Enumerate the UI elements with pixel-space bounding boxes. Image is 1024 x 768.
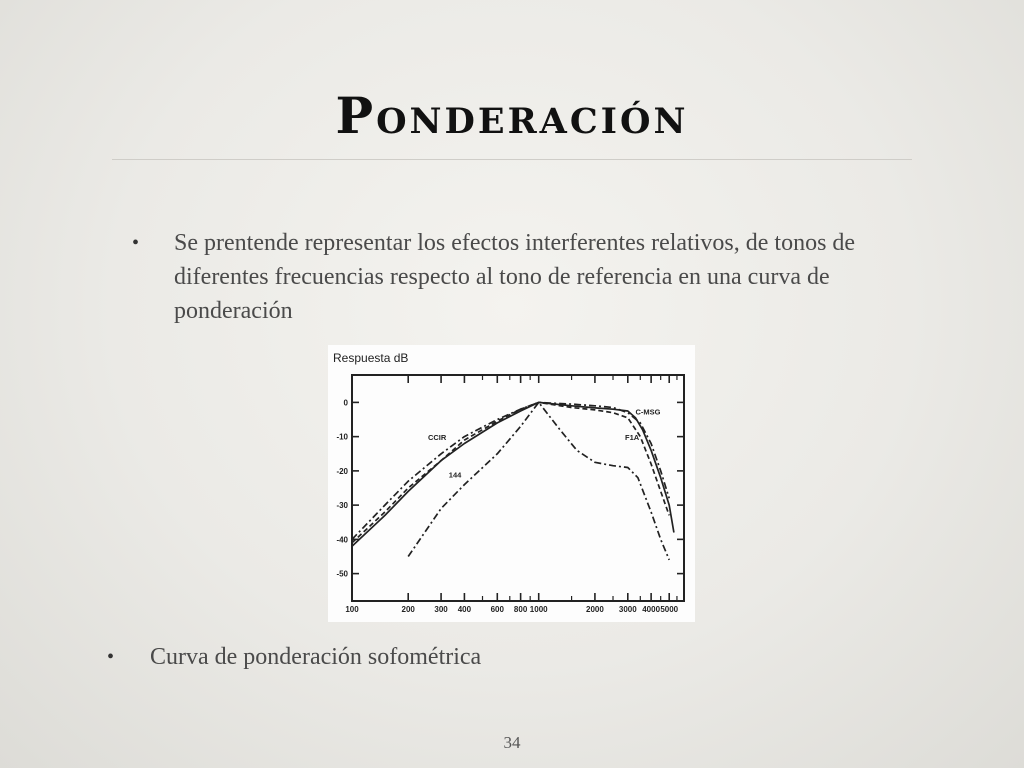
- series-line-c-msg: [352, 402, 674, 546]
- series-label-f1a: F1A: [625, 433, 640, 443]
- bullet-dot-1: •: [132, 232, 140, 254]
- x-tick-label: 2000: [586, 605, 604, 614]
- y-tick-label: -50: [336, 569, 348, 579]
- y-tick-label: -30: [336, 501, 348, 511]
- series-line-ccir: [352, 402, 669, 539]
- series-label-c-msg: C-MSG: [635, 407, 661, 417]
- series-label-144: 144: [448, 470, 462, 480]
- series-line-144: [408, 402, 669, 560]
- bullet-text-2: Curva de ponderación sofométrica: [150, 644, 482, 670]
- page-number: 34: [503, 733, 521, 752]
- slide-title: Ponderación: [335, 86, 689, 145]
- chart-svg: [328, 345, 695, 622]
- x-tick-label: 3000: [618, 605, 637, 614]
- bullet-dot-2: •: [107, 646, 115, 668]
- x-tick-label: 100: [345, 605, 359, 614]
- title-divider: [112, 159, 912, 160]
- chart-title: Respuesta dB: [333, 351, 409, 365]
- x-tick-label: 300: [434, 605, 448, 614]
- x-tick-label: 200: [401, 605, 415, 614]
- y-tick-label: 0: [343, 398, 348, 408]
- y-tick-label: -10: [336, 432, 348, 442]
- series-line-f1a: [352, 402, 669, 542]
- y-tick-label: -40: [336, 535, 348, 545]
- series-label-ccir: CCIR: [427, 433, 447, 443]
- x-tick-label: 800: [513, 605, 528, 614]
- weighting-curve-chart: [328, 345, 695, 622]
- bullet-text-1: Se prentende representar los efectos interferentes relativos, de tonos de diferentes frecuencias respecto al tono de referencia en una curva de ponderación: [174, 230, 856, 324]
- x-tick-label: 4000: [642, 605, 661, 614]
- x-tick-label: 400: [457, 605, 472, 614]
- x-tick-label: 600: [490, 605, 504, 614]
- x-tick-label: 5000: [660, 605, 679, 614]
- x-tick-label: 1000: [529, 605, 548, 614]
- y-tick-label: -20: [336, 466, 348, 476]
